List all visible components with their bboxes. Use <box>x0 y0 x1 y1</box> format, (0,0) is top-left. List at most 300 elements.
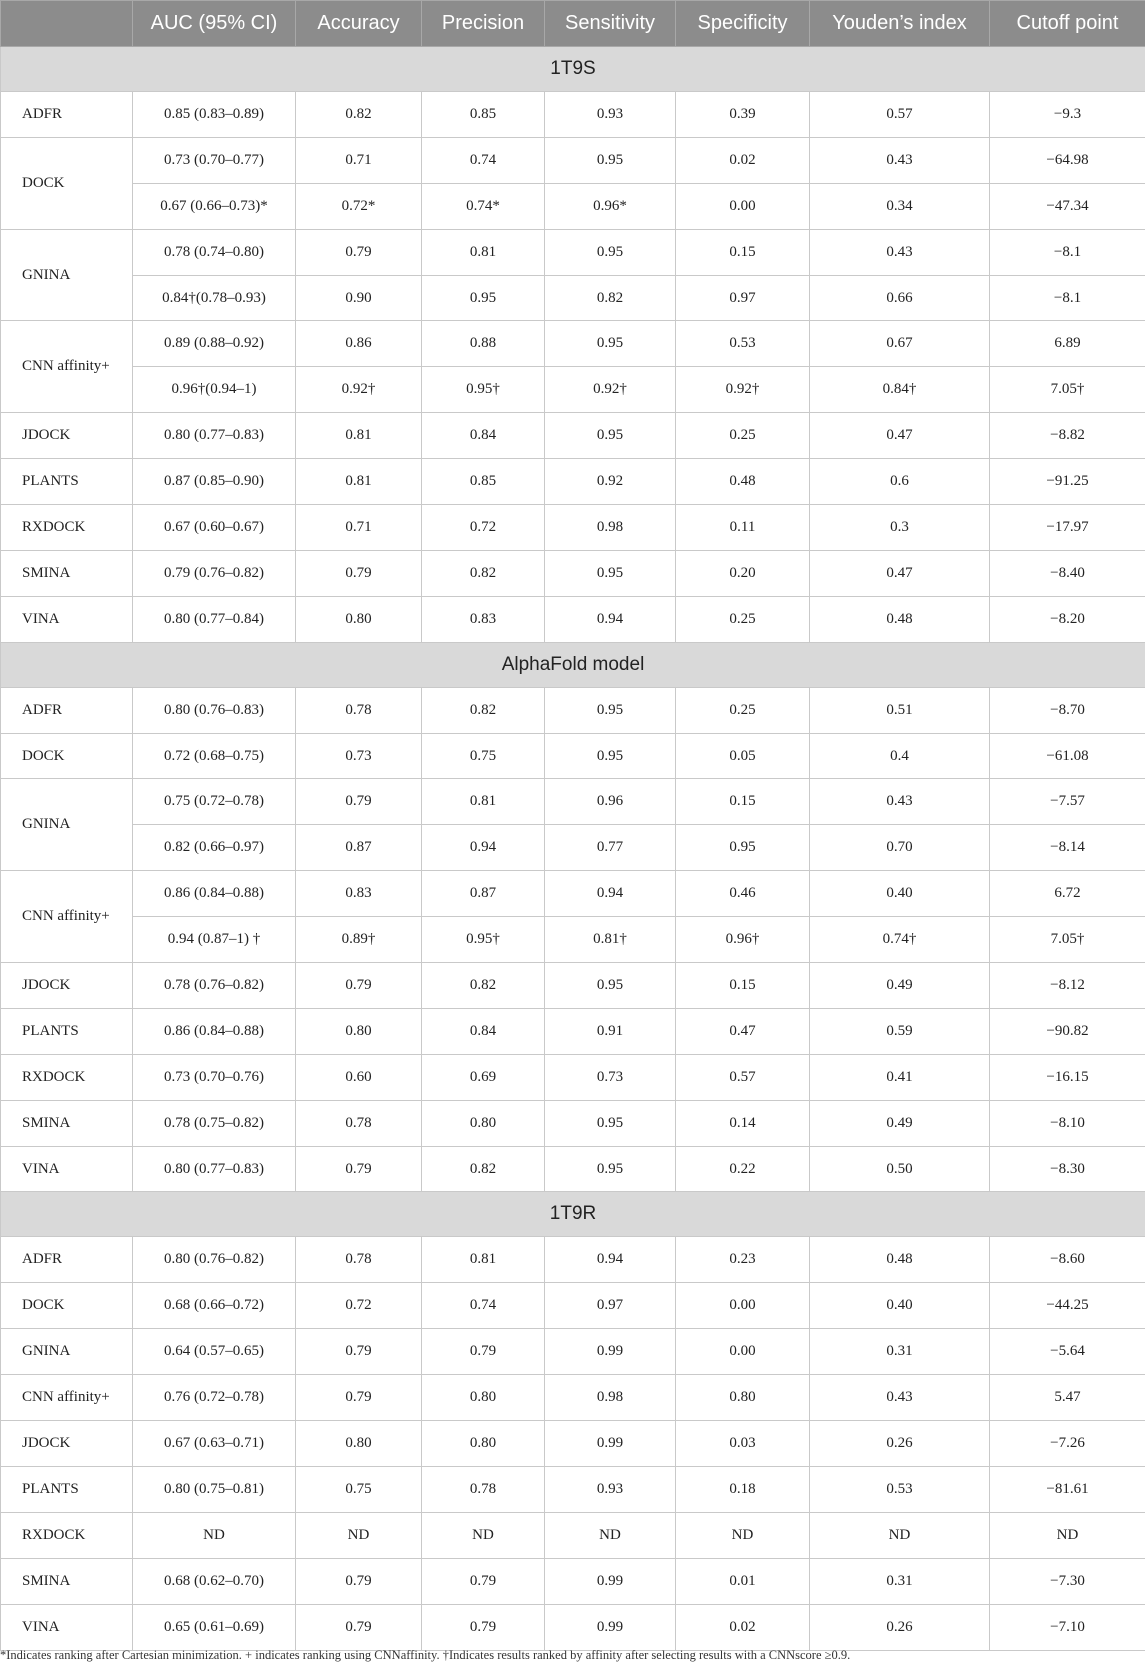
value-cell: 0.80 <box>422 1100 545 1146</box>
value-cell: 0.51 <box>810 687 990 733</box>
value-cell: 0.31 <box>810 1329 990 1375</box>
value-cell: 0.96†(0.94–1) <box>133 367 296 413</box>
table-header <box>1 1 1145 47</box>
value-cell: −8.1 <box>990 229 1145 275</box>
value-cell: 0.80 (0.76–0.83) <box>133 687 296 733</box>
value-cell: 0.78 <box>422 1466 545 1512</box>
value-cell: 0.73 (0.70–0.76) <box>133 1054 296 1100</box>
value-cell: −44.25 <box>990 1283 1145 1329</box>
value-cell: 0.25 <box>676 596 810 642</box>
value-cell: −47.34 <box>990 183 1145 229</box>
value-cell: 0.00 <box>676 1329 810 1375</box>
value-cell: 0.99 <box>545 1329 676 1375</box>
value-cell: 0.86 <box>296 321 422 367</box>
value-cell: 0.95 <box>545 229 676 275</box>
value-cell: 0.46 <box>676 871 810 917</box>
value-cell: 0.89 (0.88–0.92) <box>133 321 296 367</box>
column-header: Specificity <box>676 1 810 47</box>
value-cell: 0.95 <box>545 1100 676 1146</box>
method-cell: ADFR <box>1 1237 133 1283</box>
value-cell: 0.95 <box>545 550 676 596</box>
value-cell: −8.20 <box>990 596 1145 642</box>
value-cell: 0.81 <box>422 229 545 275</box>
method-cell: GNINA <box>1 1329 133 1375</box>
value-cell: 0.65 (0.61–0.69) <box>133 1604 296 1650</box>
value-cell: 0.48 <box>810 596 990 642</box>
value-cell: 0.79 <box>296 1558 422 1604</box>
table-row <box>1 1008 1145 1054</box>
value-cell: 0.79 <box>422 1329 545 1375</box>
table-row <box>1 596 1145 642</box>
column-header <box>1 1 133 47</box>
value-cell: 0.03 <box>676 1421 810 1467</box>
value-cell: 0.80 <box>296 1421 422 1467</box>
column-header: Sensitivity <box>545 1 676 47</box>
value-cell: 0.84 <box>422 1008 545 1054</box>
value-cell: 0.80 (0.77–0.83) <box>133 413 296 459</box>
method-cell: JDOCK <box>1 413 133 459</box>
value-cell: 0.20 <box>676 550 810 596</box>
value-cell: 0.96 <box>545 779 676 825</box>
value-cell: 0.92 <box>545 459 676 505</box>
value-cell: 0.94 <box>545 1237 676 1283</box>
value-cell: −7.30 <box>990 1558 1145 1604</box>
value-cell: 0.26 <box>810 1604 990 1650</box>
table-row <box>1 963 1145 1009</box>
value-cell: −16.15 <box>990 1054 1145 1100</box>
value-cell: 0.83 <box>296 871 422 917</box>
value-cell: −7.26 <box>990 1421 1145 1467</box>
table-row <box>1 183 1145 229</box>
value-cell: ND <box>133 1512 296 1558</box>
value-cell: 0.82 <box>422 1146 545 1192</box>
value-cell: 0.95† <box>422 367 545 413</box>
method-cell: GNINA <box>1 779 133 871</box>
value-cell: 0.82 <box>422 550 545 596</box>
value-cell: 0.64 (0.57–0.65) <box>133 1329 296 1375</box>
value-cell: 0.01 <box>676 1558 810 1604</box>
value-cell: 0.80 <box>676 1375 810 1421</box>
value-cell: 0.80 <box>296 1008 422 1054</box>
method-cell: VINA <box>1 1146 133 1192</box>
value-cell: −7.10 <box>990 1604 1145 1650</box>
value-cell: 6.89 <box>990 321 1145 367</box>
value-cell: 0.79 <box>296 1375 422 1421</box>
method-cell: RXDOCK <box>1 1054 133 1100</box>
value-cell: 0.81 <box>296 413 422 459</box>
value-cell: 0.79 <box>422 1558 545 1604</box>
value-cell: 0.94 <box>545 871 676 917</box>
value-cell: 0.68 (0.66–0.72) <box>133 1283 296 1329</box>
value-cell: 0.98 <box>545 1375 676 1421</box>
value-cell: 0.25 <box>676 413 810 459</box>
value-cell: 0.78 <box>296 1100 422 1146</box>
value-cell: ND <box>676 1512 810 1558</box>
table-body <box>1 47 1145 1651</box>
value-cell: 0.67 (0.60–0.67) <box>133 505 296 551</box>
value-cell: 0.82 <box>545 275 676 321</box>
value-cell: 0.85 <box>422 459 545 505</box>
value-cell: 0.73 <box>296 733 422 779</box>
value-cell: 0.05 <box>676 733 810 779</box>
method-cell: ADFR <box>1 687 133 733</box>
value-cell: 0.73 (0.70–0.77) <box>133 137 296 183</box>
table-row <box>1 92 1145 138</box>
value-cell: 0.99 <box>545 1604 676 1650</box>
method-cell: PLANTS <box>1 459 133 505</box>
value-cell: 0.87 (0.85–0.90) <box>133 459 296 505</box>
method-cell: CNN affinity+ <box>1 1375 133 1421</box>
value-cell: 0.74 <box>422 137 545 183</box>
value-cell: 0.99 <box>545 1421 676 1467</box>
value-cell: 0.79 <box>296 1329 422 1375</box>
method-cell: DOCK <box>1 733 133 779</box>
table-row <box>1 733 1145 779</box>
value-cell: 0.86 (0.84–0.88) <box>133 871 296 917</box>
value-cell: 0.18 <box>676 1466 810 1512</box>
value-cell: 0.74 <box>422 1283 545 1329</box>
value-cell: 0.97 <box>676 275 810 321</box>
table-row <box>1 1054 1145 1100</box>
value-cell: 0.15 <box>676 229 810 275</box>
column-header: AUC (95% CI) <box>133 1 296 47</box>
value-cell: 0.99 <box>545 1558 676 1604</box>
table-row <box>1 1100 1145 1146</box>
method-cell: JDOCK <box>1 1421 133 1467</box>
value-cell: 0.47 <box>810 413 990 459</box>
value-cell: 0.80 <box>296 596 422 642</box>
value-cell: 0.87 <box>422 871 545 917</box>
value-cell: 0.82 <box>422 687 545 733</box>
value-cell: 0.73 <box>545 1054 676 1100</box>
method-cell: SMINA <box>1 550 133 596</box>
value-cell: 7.05† <box>990 917 1145 963</box>
value-cell: 0.47 <box>676 1008 810 1054</box>
value-cell: 0.95 <box>545 963 676 1009</box>
value-cell: 0.80 (0.76–0.82) <box>133 1237 296 1283</box>
value-cell: ND <box>810 1512 990 1558</box>
value-cell: −8.1 <box>990 275 1145 321</box>
value-cell: 0.81 <box>422 1237 545 1283</box>
table-row <box>1 321 1145 367</box>
value-cell: ND <box>422 1512 545 1558</box>
value-cell: −8.40 <box>990 550 1145 596</box>
value-cell: 0.79 (0.76–0.82) <box>133 550 296 596</box>
table-row <box>1 1329 1145 1375</box>
value-cell: 0.78 (0.75–0.82) <box>133 1100 296 1146</box>
value-cell: 0.39 <box>676 92 810 138</box>
value-cell: 0.79 <box>296 229 422 275</box>
value-cell: −61.08 <box>990 733 1145 779</box>
table-row <box>1 1512 1145 1558</box>
value-cell: 0.82 <box>422 963 545 1009</box>
method-cell: VINA <box>1 1604 133 1650</box>
value-cell: 0.84† <box>810 367 990 413</box>
value-cell: 0.81 <box>422 779 545 825</box>
table-row <box>1 1558 1145 1604</box>
value-cell: 0.59 <box>810 1008 990 1054</box>
value-cell: −17.97 <box>990 505 1145 551</box>
value-cell: 0.79 <box>296 1604 422 1650</box>
method-cell: SMINA <box>1 1100 133 1146</box>
value-cell: 0.49 <box>810 963 990 1009</box>
column-header: Youden’s index <box>810 1 990 47</box>
value-cell: 0.85 <box>422 92 545 138</box>
value-cell: 0.00 <box>676 1283 810 1329</box>
value-cell: 0.72* <box>296 183 422 229</box>
table-row <box>1 779 1145 825</box>
value-cell: 0.80 <box>422 1421 545 1467</box>
table-row <box>1 687 1145 733</box>
value-cell: 0.00 <box>676 183 810 229</box>
value-cell: 0.43 <box>810 1375 990 1421</box>
table-row <box>1 1421 1145 1467</box>
value-cell: 0.26 <box>810 1421 990 1467</box>
method-cell: RXDOCK <box>1 505 133 551</box>
value-cell: 0.90 <box>296 275 422 321</box>
value-cell: 0.48 <box>810 1237 990 1283</box>
method-cell: CNN affinity+ <box>1 871 133 963</box>
value-cell: 0.78 (0.74–0.80) <box>133 229 296 275</box>
value-cell: 0.82 (0.66–0.97) <box>133 825 296 871</box>
value-cell: 0.95 <box>545 321 676 367</box>
table-row <box>1 825 1145 871</box>
value-cell: 0.43 <box>810 779 990 825</box>
value-cell: 0.57 <box>810 92 990 138</box>
header-row <box>1 1 1145 47</box>
table-row <box>1 871 1145 917</box>
section-title: 1T9R <box>1 1192 1145 1237</box>
value-cell: 0.68 (0.62–0.70) <box>133 1558 296 1604</box>
value-cell: 0.80 (0.75–0.81) <box>133 1466 296 1512</box>
value-cell: 0.95 <box>545 687 676 733</box>
section-title: 1T9S <box>1 47 1145 92</box>
value-cell: 0.96* <box>545 183 676 229</box>
value-cell: 0.69 <box>422 1054 545 1100</box>
table-row <box>1 275 1145 321</box>
method-cell: VINA <box>1 596 133 642</box>
table-row <box>1 137 1145 183</box>
value-cell: 0.34 <box>810 183 990 229</box>
table-row <box>1 1466 1145 1512</box>
value-cell: 7.05† <box>990 367 1145 413</box>
value-cell: −5.64 <box>990 1329 1145 1375</box>
value-cell: 0.02 <box>676 1604 810 1650</box>
value-cell: −8.12 <box>990 963 1145 1009</box>
value-cell: −8.30 <box>990 1146 1145 1192</box>
value-cell: 0.95 <box>545 733 676 779</box>
value-cell: 0.74* <box>422 183 545 229</box>
value-cell: −7.57 <box>990 779 1145 825</box>
value-cell: 0.95 <box>422 275 545 321</box>
value-cell: 0.67 (0.63–0.71) <box>133 1421 296 1467</box>
value-cell: 0.02 <box>676 137 810 183</box>
table-row <box>1 1146 1145 1192</box>
value-cell: 0.87 <box>296 825 422 871</box>
value-cell: 0.83 <box>422 596 545 642</box>
value-cell: 0.92† <box>296 367 422 413</box>
value-cell: 0.40 <box>810 1283 990 1329</box>
column-header: Precision <box>422 1 545 47</box>
value-cell: 0.70 <box>810 825 990 871</box>
section-row <box>1 47 1145 92</box>
method-cell: ADFR <box>1 92 133 138</box>
table-row <box>1 505 1145 551</box>
section-title: AlphaFold model <box>1 642 1145 687</box>
value-cell: 0.25 <box>676 687 810 733</box>
value-cell: 0.98 <box>545 505 676 551</box>
value-cell: 0.41 <box>810 1054 990 1100</box>
value-cell: 0.14 <box>676 1100 810 1146</box>
value-cell: 0.96† <box>676 917 810 963</box>
value-cell: 0.75 <box>296 1466 422 1512</box>
value-cell: 0.82 <box>296 92 422 138</box>
method-cell: CNN affinity+ <box>1 321 133 413</box>
value-cell: −90.82 <box>990 1008 1145 1054</box>
value-cell: 0.43 <box>810 137 990 183</box>
table-row <box>1 550 1145 596</box>
value-cell: 0.95 <box>545 137 676 183</box>
value-cell: 0.95† <box>422 917 545 963</box>
value-cell: 0.79 <box>296 1146 422 1192</box>
value-cell: −8.82 <box>990 413 1145 459</box>
table-row <box>1 1604 1145 1650</box>
column-header: Accuracy <box>296 1 422 47</box>
table-row <box>1 459 1145 505</box>
table-row <box>1 1237 1145 1283</box>
method-cell: DOCK <box>1 137 133 229</box>
value-cell: −81.61 <box>990 1466 1145 1512</box>
value-cell: ND <box>545 1512 676 1558</box>
value-cell: 0.72 <box>422 505 545 551</box>
value-cell: −64.98 <box>990 137 1145 183</box>
value-cell: 0.97 <box>545 1283 676 1329</box>
value-cell: 0.23 <box>676 1237 810 1283</box>
value-cell: ND <box>296 1512 422 1558</box>
table-row <box>1 917 1145 963</box>
value-cell: 0.81† <box>545 917 676 963</box>
value-cell: 0.71 <box>296 137 422 183</box>
value-cell: 0.47 <box>810 550 990 596</box>
value-cell: 0.43 <box>810 229 990 275</box>
value-cell: 6.72 <box>990 871 1145 917</box>
value-cell: 0.78 <box>296 687 422 733</box>
value-cell: 0.93 <box>545 1466 676 1512</box>
value-cell: 0.3 <box>810 505 990 551</box>
value-cell: 0.92† <box>545 367 676 413</box>
section-row <box>1 1192 1145 1237</box>
value-cell: 0.53 <box>676 321 810 367</box>
method-cell: RXDOCK <box>1 1512 133 1558</box>
value-cell: −8.14 <box>990 825 1145 871</box>
value-cell: 0.72 <box>296 1283 422 1329</box>
value-cell: 0.66 <box>810 275 990 321</box>
value-cell: 0.22 <box>676 1146 810 1192</box>
value-cell: 0.79 <box>422 1604 545 1650</box>
value-cell: 0.84†(0.78–0.93) <box>133 275 296 321</box>
value-cell: 0.93 <box>545 92 676 138</box>
table-row <box>1 1283 1145 1329</box>
value-cell: 0.40 <box>810 871 990 917</box>
section-row <box>1 642 1145 687</box>
column-header: Cutoff point <box>990 1 1145 47</box>
value-cell: 0.67 <box>810 321 990 367</box>
value-cell: 0.48 <box>676 459 810 505</box>
value-cell: 0.77 <box>545 825 676 871</box>
table-row <box>1 1375 1145 1421</box>
value-cell: 0.72 (0.68–0.75) <box>133 733 296 779</box>
value-cell: 0.80 <box>422 1375 545 1421</box>
value-cell: 0.95 <box>676 825 810 871</box>
value-cell: 0.57 <box>676 1054 810 1100</box>
value-cell: 0.76 (0.72–0.78) <box>133 1375 296 1421</box>
table-row <box>1 229 1145 275</box>
value-cell: −8.10 <box>990 1100 1145 1146</box>
value-cell: 0.4 <box>810 733 990 779</box>
value-cell: 0.80 (0.77–0.84) <box>133 596 296 642</box>
value-cell: 0.11 <box>676 505 810 551</box>
method-cell: PLANTS <box>1 1466 133 1512</box>
value-cell: 0.92† <box>676 367 810 413</box>
value-cell: 0.75 (0.72–0.78) <box>133 779 296 825</box>
value-cell: 0.79 <box>296 779 422 825</box>
value-cell: 0.60 <box>296 1054 422 1100</box>
value-cell: −8.70 <box>990 687 1145 733</box>
value-cell: 0.79 <box>296 550 422 596</box>
value-cell: 0.53 <box>810 1466 990 1512</box>
value-cell: 0.81 <box>296 459 422 505</box>
value-cell: 0.15 <box>676 963 810 1009</box>
value-cell: ND <box>990 1512 1145 1558</box>
method-cell: SMINA <box>1 1558 133 1604</box>
value-cell: 0.50 <box>810 1146 990 1192</box>
value-cell: 0.89† <box>296 917 422 963</box>
table-footnote: *Indicates ranking after Cartesian minimization. + indicates ranking using CNNaffinity. †Indicates results ranked by affinity after selecting results with a CNNscore ≥0.9. <box>0 1648 851 1662</box>
value-cell: 0.78 <box>296 1237 422 1283</box>
method-cell: GNINA <box>1 229 133 321</box>
value-cell: 0.49 <box>810 1100 990 1146</box>
value-cell: 5.47 <box>990 1375 1145 1421</box>
value-cell: 0.95 <box>545 1146 676 1192</box>
value-cell: 0.88 <box>422 321 545 367</box>
value-cell: 0.74† <box>810 917 990 963</box>
value-cell: 0.84 <box>422 413 545 459</box>
table-row <box>1 413 1145 459</box>
value-cell: 0.95 <box>545 413 676 459</box>
value-cell: 0.91 <box>545 1008 676 1054</box>
value-cell: 0.6 <box>810 459 990 505</box>
value-cell: 0.31 <box>810 1558 990 1604</box>
method-cell: DOCK <box>1 1283 133 1329</box>
value-cell: 0.79 <box>296 963 422 1009</box>
value-cell: 0.78 (0.76–0.82) <box>133 963 296 1009</box>
value-cell: −91.25 <box>990 459 1145 505</box>
value-cell: 0.67 (0.66–0.73)* <box>133 183 296 229</box>
value-cell: −8.60 <box>990 1237 1145 1283</box>
value-cell: 0.85 (0.83–0.89) <box>133 92 296 138</box>
value-cell: 0.86 (0.84–0.88) <box>133 1008 296 1054</box>
value-cell: −9.3 <box>990 92 1145 138</box>
value-cell: 0.75 <box>422 733 545 779</box>
method-cell: JDOCK <box>1 963 133 1009</box>
table-row <box>1 367 1145 413</box>
value-cell: 0.94 <box>422 825 545 871</box>
value-cell: 0.15 <box>676 779 810 825</box>
value-cell: 0.94 (0.87–1) † <box>133 917 296 963</box>
value-cell: 0.80 (0.77–0.83) <box>133 1146 296 1192</box>
value-cell: 0.94 <box>545 596 676 642</box>
method-cell: PLANTS <box>1 1008 133 1054</box>
